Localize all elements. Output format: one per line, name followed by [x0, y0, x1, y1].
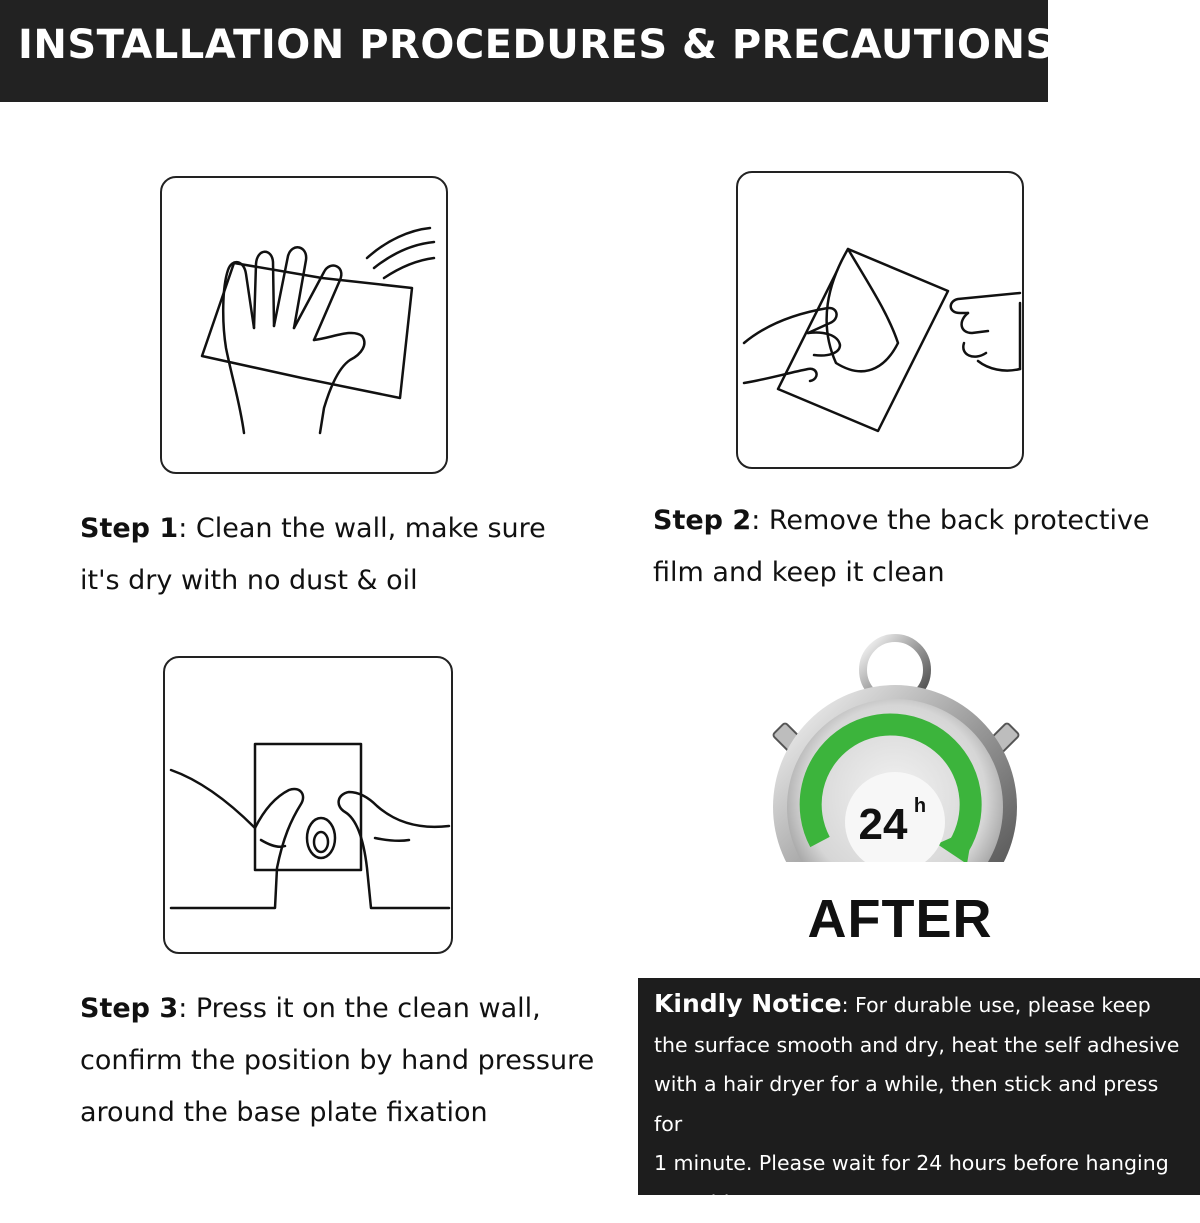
step-1-caption [80, 503, 546, 607]
step-3-label: Step 3 [80, 993, 178, 1024]
notice-line5: any objects [654, 1184, 1186, 1223]
step-2-text-line2: film and keep it clean [653, 547, 1150, 599]
header-banner [0, 0, 1048, 102]
step-3-illustration [163, 656, 453, 954]
press-plate-icon [165, 658, 455, 956]
step-3-text-line3: around the base plate fixation [80, 1087, 594, 1139]
step-1-text-line1: : Clean the wall, make sure [178, 513, 546, 544]
step-3-text-line2: confirm the position by hand pressure [80, 1035, 594, 1087]
hand-wiping-icon [162, 178, 450, 476]
notice-title: Kindly Notice [654, 989, 842, 1018]
step-2-illustration [736, 171, 1024, 469]
after-label: AFTER [760, 888, 1040, 950]
step-1-illustration [160, 176, 448, 474]
timer-value: 24 [859, 800, 908, 849]
step-2-caption [653, 495, 1150, 599]
step-1-label: Step 1 [80, 513, 178, 544]
notice-line1: : For durable use, please keep [842, 993, 1151, 1017]
step-3-text-line1: : Press it on the clean wall, [178, 993, 541, 1024]
notice-line3: with a hair dryer for a while, then stick and press for [654, 1065, 1186, 1144]
step-1-text-line2: it's dry with no dust & oil [80, 555, 546, 607]
notice-line2: the surface smooth and dry, heat the self adhesive [654, 1026, 1186, 1066]
step-3-caption [80, 983, 594, 1139]
kindly-notice-box [638, 978, 1200, 1195]
timer-unit: h [914, 795, 926, 817]
notice-line4: 1 minute. Please wait for 24 hours before hanging [654, 1144, 1186, 1184]
peel-film-icon [738, 173, 1026, 471]
page-title: INSTALLATION PROCEDURES & PRECAUTIONS [18, 22, 1055, 68]
step-2-text-line1: : Remove the back protective [751, 505, 1149, 536]
stopwatch-icon [755, 632, 1045, 892]
step-2-label: Step 2 [653, 505, 751, 536]
